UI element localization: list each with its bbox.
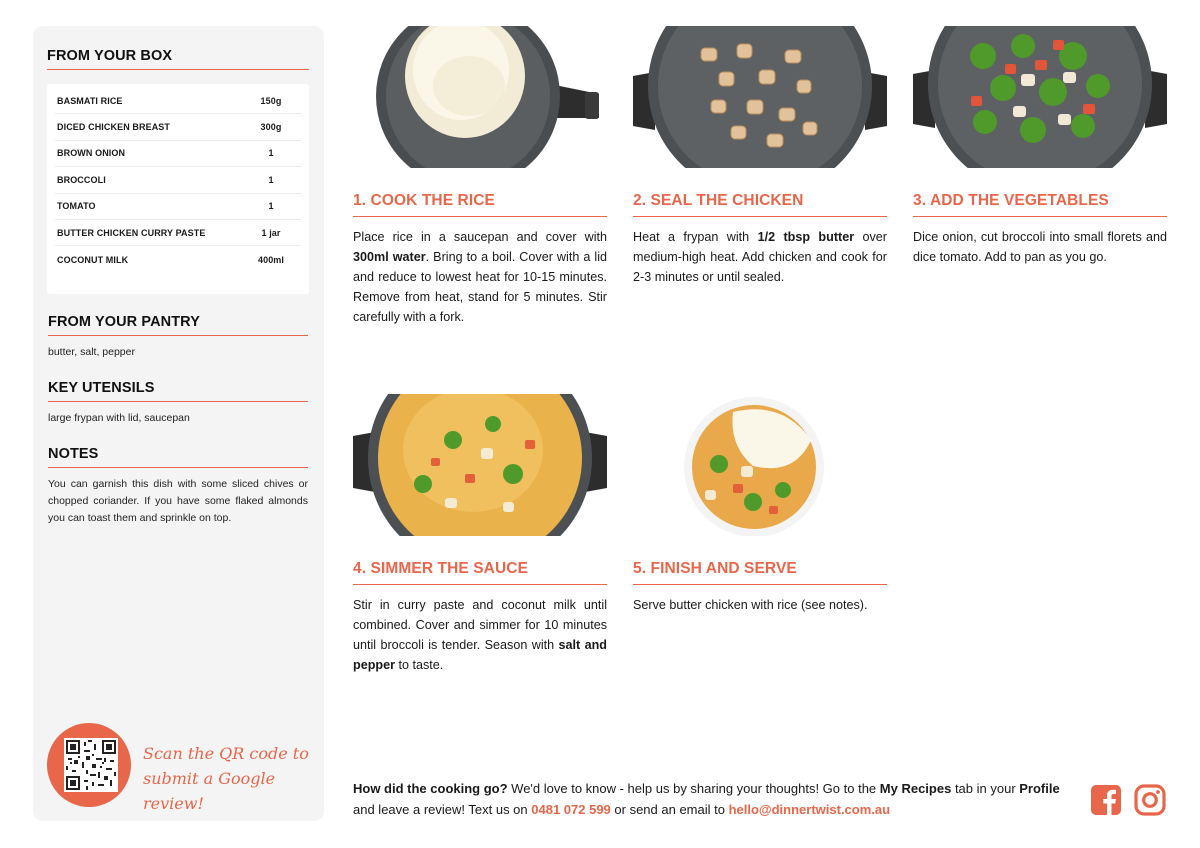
email-link[interactable]: hello@dinnertwist.com.au [728,802,891,817]
ingredients-table [47,84,309,294]
sauce-pan-image [353,394,607,536]
feedback-footer [353,778,1073,820]
ingredient-name: BUTTER CHICKEN CURRY PASTE [57,227,206,238]
ingredient-qty: 400ml [257,254,285,265]
footer-question: How did the cooking go? [353,781,508,796]
qr-caption-line: Scan the QR code to [143,744,309,763]
footer-text: We'd love to know - help us by sharing your thoughts! Go to the [507,781,880,796]
chicken-pan-image [633,26,887,168]
footer-text: tab in your [951,781,1020,796]
pantry-text: butter, salt, pepper [48,346,135,358]
vegetables-pan-image [913,26,1167,168]
notes-heading: NOTES [48,446,308,468]
facebook-icon[interactable] [1090,784,1122,816]
step-text-part: . Bring to a boil. Cover with a lid and reduce to lowest heat for 10-15 minutes. Remove from heat, stand for 5 minutes. Stir carefully with a fork. [353,250,607,324]
ingredient-name: BROCCOLI [57,174,106,185]
footer-text: and leave a review! Text us on [353,802,532,817]
step-text-part: Serve butter chicken with rice (see notes). [633,598,868,612]
ingredient-row [55,167,301,193]
notes-text: You can garnish this dish with some sliced chives or chopped coriander. If you have some flaked almonds you can toast them and sprinkle on top. [48,478,308,524]
step-text [353,227,607,327]
plated-dish-image [633,394,887,536]
utensils-text: large frypan with lid, saucepan [48,412,190,424]
step-text-part: Heat a frypan with [633,230,758,244]
utensils-heading: KEY UTENSILS [48,380,308,402]
step-4 [353,560,607,675]
pantry-heading: FROM YOUR PANTRY [48,314,308,336]
ingredient-qty: 1 [268,148,274,159]
step-2 [633,192,887,287]
my-recipes-link[interactable]: My Recipes [879,781,952,796]
ingredient-row [55,246,301,272]
qr-caption [143,741,313,816]
step-text-bold: 1/2 tbsp butter [757,230,855,244]
footer-text: or send an email to [610,802,729,817]
profile-link[interactable]: Profile [1019,781,1060,796]
ingredient-qty: 1 [268,174,274,185]
step-title: 3. ADD THE VEGETABLES [913,192,1167,217]
ingredient-name: TOMATO [57,201,96,212]
step-text-bold: 300ml water [353,250,426,264]
step-5 [633,560,887,615]
step-title: 5. FINISH AND SERVE [633,560,887,585]
ingredient-row [55,220,301,246]
step-text-part: over medium-high heat. Add chicken and cook for 2-3 minutes or until sealed. [633,230,887,284]
step-3 [913,192,1167,267]
step-text [353,595,607,675]
step-title: 4. SIMMER THE SAUCE [353,560,607,585]
ingredient-row [55,114,301,140]
ingredient-name: BROWN ONION [57,148,126,159]
step-title: 1. COOK THE RICE [353,192,607,217]
qr-caption-line: submit a Google review! [143,769,276,813]
qr-badge [47,723,131,807]
phone-link[interactable]: 0481 072 599 [531,802,611,817]
ingredient-qty: 1 jar [261,227,281,238]
step-1 [353,192,607,327]
step-text [633,227,887,287]
pantry-section [48,314,308,361]
step-text-bold: salt and pepper [353,638,607,672]
step-text-part: Stir in curry paste and coconut milk until combined. Cover and simmer for 10 minutes until broccoli is tender. Season with [353,598,607,652]
step-text-part: Dice onion, cut broccoli into small florets and dice tomato. Add to pan as you go. [913,230,1167,264]
instagram-icon[interactable] [1134,784,1166,816]
sidebar [33,26,324,821]
ingredient-qty: 150g [260,95,282,106]
step-title: 2. SEAL THE CHICKEN [633,192,887,217]
utensils-section [48,380,308,427]
qr-code-icon[interactable] [64,738,118,792]
rice-pan-image [353,26,607,168]
step-text-part: Place rice in a saucepan and cover with [353,230,607,244]
notes-section [48,446,308,527]
ingredient-name: BASMATI RICE [57,95,123,106]
ingredient-row [55,141,301,167]
ingredient-name: COCONUT MILK [57,254,129,265]
step-text [633,595,887,615]
from-your-box-heading: FROM YOUR BOX [47,48,309,70]
ingredient-qty: 300g [260,122,282,133]
ingredient-name: DICED CHICKEN BREAST [57,122,171,133]
step-text [913,227,1167,267]
ingredient-qty: 1 [268,201,274,212]
step-text-part: to taste. [395,658,444,672]
ingredient-row [55,194,301,220]
ingredient-row [55,88,301,114]
